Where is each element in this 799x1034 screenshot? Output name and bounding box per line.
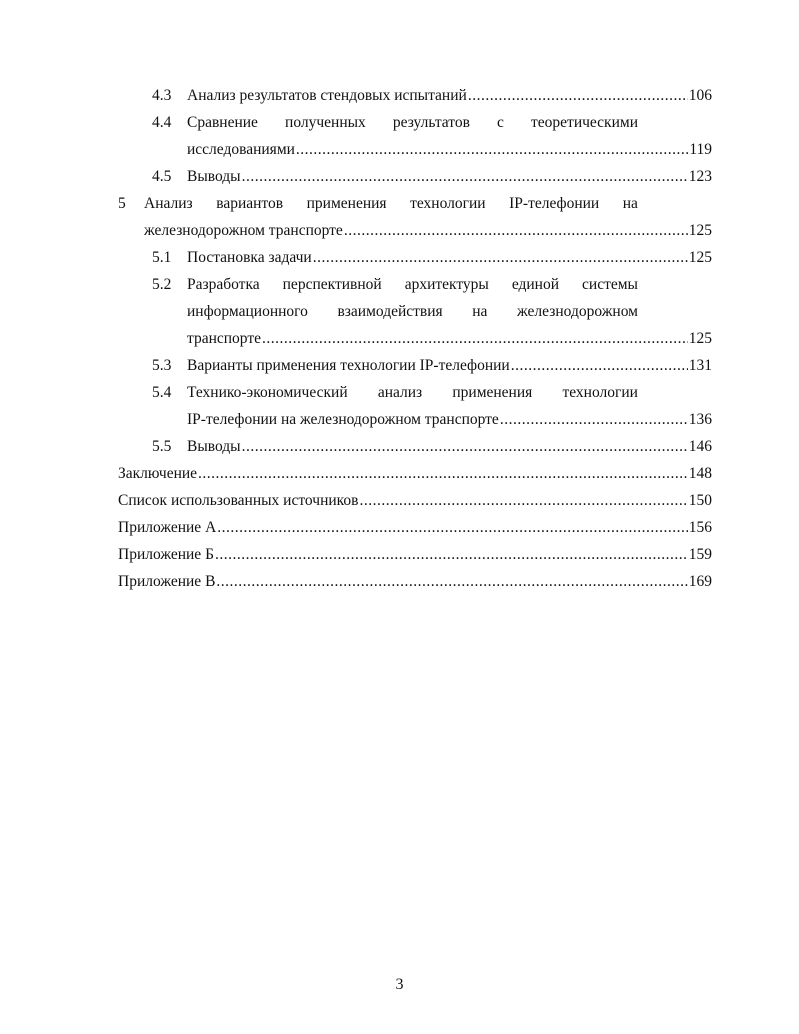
page-number: 3 [395,976,404,993]
toc-entry-appendix-b [118,544,712,566]
toc-entry-title-continuation: железнодорожном транспорте [144,222,343,239]
toc-entry-title: Заключение [118,465,198,482]
toc-entry-page: 106 [688,87,712,104]
toc-leader-dots [198,463,688,485]
toc-word: Сравнение [187,114,258,131]
toc-word: вариантов [216,195,284,212]
toc-word: анализ [377,384,423,401]
toc-word: Технико-экономический [187,384,348,401]
toc-entry-page: 159 [688,546,712,563]
toc-entry-title: Список использованных источников [118,492,359,509]
toc-entry-title: Выводы [187,168,241,185]
toc-entry-page: 131 [688,357,712,374]
toc-leader-dots [262,328,688,350]
toc-entry-title: Приложение А [118,519,217,536]
toc-word: на [472,303,488,320]
toc-entry-title: Варианты применения технологии IP-телефонии [187,357,510,374]
toc-word: Анализ [144,195,193,212]
toc-leader-dots [216,571,687,593]
toc-entry-page: 119 [689,141,712,158]
toc-chapter-5 [144,220,712,242]
toc-entry-number: 4.3 [152,87,172,104]
toc-leader-dots [344,220,688,242]
toc-leader-dots [468,85,688,107]
toc-entry-number: 5.3 [152,357,172,374]
toc-entry-number: 5.4 [152,384,172,401]
toc-entry-page: 125 [688,330,712,347]
toc-entry-number: 4.5 [152,168,172,185]
toc-leader-dots [242,166,688,188]
toc-word: с [497,114,504,131]
toc-entry-page: 169 [688,573,712,590]
toc-entry-title: Выводы [187,438,241,455]
toc-entry-title-continuation: исследованиями [187,141,295,158]
toc-entry-page: 148 [688,465,712,482]
toc-entry-5-4-title-line [187,382,638,404]
toc-word: единой [511,276,560,293]
toc-word: взаимодействия [337,303,443,320]
toc-entry-title: Приложение В [118,573,216,590]
toc-entry-number: 5.5 [152,438,172,455]
toc-word: Разработка [187,276,260,293]
toc-entry-page: 125 [688,222,712,239]
toc-entry-title-continuation: IP-телефонии на железнодорожном транспорте [187,411,499,428]
toc-entry-conclusion [118,463,712,485]
toc-word: теоретическими [531,114,638,131]
toc-leader-dots [296,139,688,161]
toc-entry-page: 156 [688,519,712,536]
toc-word: технологии [410,195,486,212]
toc-entry-title-continuation: транспорте [187,330,262,347]
toc-word: результатов [392,114,470,131]
toc-entry-number: 5.1 [152,249,172,266]
toc-word: применения [306,195,387,212]
toc-leader-dots [313,247,688,269]
toc-leader-dots [215,544,688,566]
toc-entry-sources [118,490,712,512]
toc-word: технологии [562,384,638,401]
toc-entry-number: 4.4 [152,114,172,131]
toc-entry-4-4-title-line [187,112,638,134]
toc-entry-4-4 [187,139,712,161]
toc-entry-4-5 [187,166,712,188]
toc-word: IP-телефонии [509,195,600,212]
toc-word: на [622,195,638,212]
toc-entry-5-5 [187,436,712,458]
toc-entry-5-2 [187,328,712,350]
toc-word: системы [582,276,638,293]
toc-leader-dots [500,409,688,431]
toc-entry-page: 123 [688,168,712,185]
toc-chapter-number: 5 [118,195,126,212]
toc-word: применения [452,384,533,401]
toc-entry-title: Анализ результатов стендовых испытаний [187,87,467,104]
toc-entry-page: 150 [688,492,712,509]
toc-entry-page: 136 [688,411,712,428]
toc-entry-4-3 [187,85,712,107]
toc-entry-title: Постановка задачи [187,249,312,266]
toc-entry-number: 5.2 [152,276,172,293]
toc-entry-5-2-title-line-1 [187,274,638,296]
toc-word: архитектуры [404,276,489,293]
toc-entry-5-3 [187,355,712,377]
toc-entry-page: 125 [688,249,712,266]
toc-leader-dots [359,490,687,512]
toc-entry-page: 146 [688,438,712,455]
toc-word: полученных [285,114,366,131]
toc-entry-appendix-v [118,571,712,593]
toc-entry-5-4 [187,409,712,431]
toc-leader-dots [511,355,688,377]
toc-leader-dots [242,436,688,458]
toc-entry-5-2-title-line-2 [187,301,638,323]
toc-chapter-5-title-line [144,193,638,215]
toc-entry-title: Приложение Б [118,546,214,563]
toc-word: перспективной [282,276,382,293]
toc-entry-appendix-a [118,517,712,539]
toc-entry-5-1 [187,247,712,269]
toc-word: железнодорожном [517,303,638,320]
toc-leader-dots [217,517,687,539]
toc-word: информационного [187,303,308,320]
